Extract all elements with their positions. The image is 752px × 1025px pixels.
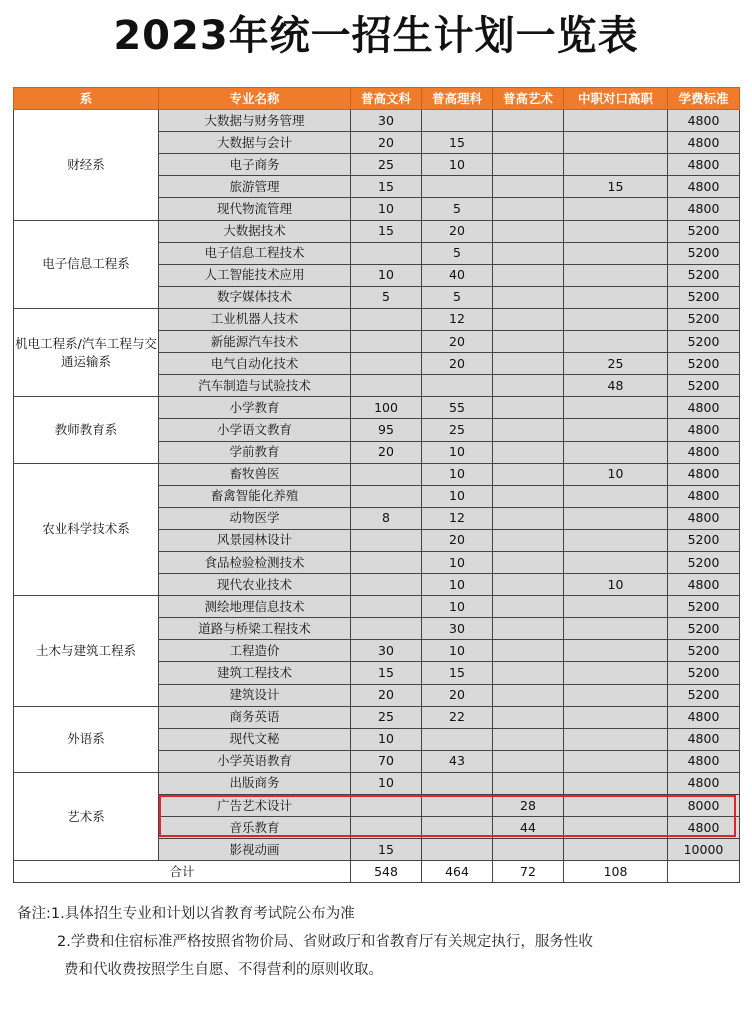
arts-cell: [493, 353, 564, 375]
liberal-arts-cell: 10: [351, 772, 422, 794]
tuition-cell: 4800: [668, 198, 740, 220]
enrollment-plan-table: [13, 87, 740, 883]
liberal-arts-cell: 25: [351, 706, 422, 728]
major-name-cell: 小学英语教育: [159, 750, 351, 772]
arts-cell: [493, 198, 564, 220]
science-cell: 10: [422, 154, 493, 176]
liberal-arts-cell: 100: [351, 397, 422, 419]
vocational-cell: [564, 684, 668, 706]
science-cell: 20: [422, 331, 493, 353]
science-cell: 10: [422, 551, 493, 573]
arts-cell: [493, 463, 564, 485]
vocational-cell: [564, 485, 668, 507]
arts-cell: [493, 772, 564, 794]
major-name-cell: 现代文秘: [159, 728, 351, 750]
vocational-cell: 48: [564, 375, 668, 397]
liberal-arts-cell: [351, 529, 422, 551]
total-value-cell: [668, 861, 740, 883]
liberal-arts-cell: 20: [351, 441, 422, 463]
science-cell: 10: [422, 596, 493, 618]
department-cell: 外语系: [14, 706, 159, 772]
header-liberal-arts: 普高文科: [351, 88, 422, 110]
science-cell: 20: [422, 353, 493, 375]
vocational-cell: [564, 839, 668, 861]
science-cell: 22: [422, 706, 493, 728]
header-arts: 普高艺术: [493, 88, 564, 110]
arts-cell: [493, 110, 564, 132]
science-cell: 55: [422, 397, 493, 419]
science-cell: [422, 839, 493, 861]
science-cell: 20: [422, 220, 493, 242]
arts-cell: 28: [493, 795, 564, 817]
page-title: 2023年统一招生计划一览表: [113, 13, 639, 59]
header-department: 系: [14, 88, 159, 110]
arts-cell: [493, 308, 564, 330]
liberal-arts-cell: 25: [351, 154, 422, 176]
science-cell: [422, 817, 493, 839]
tuition-cell: 5200: [668, 662, 740, 684]
header-vocational: 中职对口高职: [564, 88, 668, 110]
vocational-cell: [564, 397, 668, 419]
vocational-cell: [564, 772, 668, 794]
tuition-cell: 5200: [668, 529, 740, 551]
science-cell: 15: [422, 132, 493, 154]
liberal-arts-cell: 15: [351, 176, 422, 198]
vocational-cell: 15: [564, 176, 668, 198]
tuition-cell: 4800: [668, 397, 740, 419]
major-name-cell: 电子商务: [159, 154, 351, 176]
vocational-cell: [564, 817, 668, 839]
science-cell: 10: [422, 463, 493, 485]
arts-cell: [493, 706, 564, 728]
major-name-cell: 电子信息工程技术: [159, 242, 351, 264]
science-cell: 20: [422, 684, 493, 706]
science-cell: 25: [422, 419, 493, 441]
vocational-cell: [564, 198, 668, 220]
arts-cell: [493, 154, 564, 176]
total-value-cell: 464: [422, 861, 493, 883]
tuition-cell: 5200: [668, 353, 740, 375]
arts-cell: 44: [493, 817, 564, 839]
arts-cell: [493, 507, 564, 529]
science-cell: 43: [422, 750, 493, 772]
tuition-cell: 4800: [668, 750, 740, 772]
science-cell: [422, 375, 493, 397]
total-label: 合计: [14, 861, 351, 883]
science-cell: [422, 176, 493, 198]
tuition-cell: 4800: [668, 574, 740, 596]
tuition-cell: 5200: [668, 331, 740, 353]
arts-cell: [493, 574, 564, 596]
major-name-cell: 小学教育: [159, 397, 351, 419]
liberal-arts-cell: 20: [351, 132, 422, 154]
arts-cell: [493, 286, 564, 308]
science-cell: 15: [422, 662, 493, 684]
major-name-cell: 风景园林设计: [159, 529, 351, 551]
arts-cell: [493, 662, 564, 684]
science-cell: [422, 110, 493, 132]
arts-cell: [493, 750, 564, 772]
tuition-cell: 4800: [668, 441, 740, 463]
science-cell: 10: [422, 441, 493, 463]
science-cell: 12: [422, 308, 493, 330]
science-cell: 10: [422, 574, 493, 596]
tuition-cell: 4800: [668, 110, 740, 132]
major-name-cell: 新能源汽车技术: [159, 331, 351, 353]
vocational-cell: [564, 419, 668, 441]
vocational-cell: [564, 618, 668, 640]
arts-cell: [493, 485, 564, 507]
table-row: [14, 220, 740, 242]
arts-cell: [493, 220, 564, 242]
arts-cell: [493, 839, 564, 861]
notes-section: [17, 900, 737, 984]
arts-cell: [493, 529, 564, 551]
department-cell: 农业科学技术系: [14, 463, 159, 596]
department-cell: 电子信息工程系: [14, 220, 159, 308]
arts-cell: [493, 264, 564, 286]
total-value-cell: 548: [351, 861, 422, 883]
major-name-cell: 食品检验检测技术: [159, 551, 351, 573]
tuition-cell: 4800: [668, 419, 740, 441]
major-name-cell: 学前教育: [159, 441, 351, 463]
science-cell: 10: [422, 485, 493, 507]
total-value-cell: 72: [493, 861, 564, 883]
arts-cell: [493, 728, 564, 750]
liberal-arts-cell: [351, 463, 422, 485]
major-name-cell: 广告艺术设计: [159, 795, 351, 817]
major-name-cell: 数字媒体技术: [159, 286, 351, 308]
major-name-cell: 商务英语: [159, 706, 351, 728]
science-cell: 5: [422, 286, 493, 308]
liberal-arts-cell: 10: [351, 728, 422, 750]
liberal-arts-cell: 95: [351, 419, 422, 441]
vocational-cell: [564, 795, 668, 817]
vocational-cell: [564, 286, 668, 308]
science-cell: 30: [422, 618, 493, 640]
major-name-cell: 旅游管理: [159, 176, 351, 198]
vocational-cell: 10: [564, 463, 668, 485]
vocational-cell: [564, 728, 668, 750]
vocational-cell: [564, 242, 668, 264]
major-name-cell: 建筑工程技术: [159, 662, 351, 684]
table-row: [14, 110, 740, 132]
vocational-cell: [564, 154, 668, 176]
tuition-cell: 4800: [668, 817, 740, 839]
tuition-cell: 4800: [668, 485, 740, 507]
liberal-arts-cell: 5: [351, 286, 422, 308]
liberal-arts-cell: [351, 331, 422, 353]
liberal-arts-cell: [351, 485, 422, 507]
major-name-cell: 现代物流管理: [159, 198, 351, 220]
major-name-cell: 建筑设计: [159, 684, 351, 706]
liberal-arts-cell: [351, 375, 422, 397]
vocational-cell: [564, 441, 668, 463]
arts-cell: [493, 596, 564, 618]
arts-cell: [493, 242, 564, 264]
vocational-cell: 25: [564, 353, 668, 375]
liberal-arts-cell: 10: [351, 264, 422, 286]
science-cell: 5: [422, 198, 493, 220]
liberal-arts-cell: 15: [351, 220, 422, 242]
tuition-cell: 4800: [668, 772, 740, 794]
science-cell: [422, 795, 493, 817]
liberal-arts-cell: 20: [351, 684, 422, 706]
liberal-arts-cell: [351, 596, 422, 618]
tuition-cell: 5200: [668, 308, 740, 330]
liberal-arts-cell: 8: [351, 507, 422, 529]
vocational-cell: [564, 331, 668, 353]
tuition-cell: 5200: [668, 596, 740, 618]
science-cell: 20: [422, 529, 493, 551]
vocational-cell: [564, 529, 668, 551]
science-cell: 12: [422, 507, 493, 529]
table-header-row: [14, 88, 740, 110]
major-name-cell: 大数据技术: [159, 220, 351, 242]
liberal-arts-cell: 30: [351, 640, 422, 662]
arts-cell: [493, 176, 564, 198]
liberal-arts-cell: 10: [351, 198, 422, 220]
department-cell: 土木与建筑工程系: [14, 596, 159, 706]
vocational-cell: [564, 132, 668, 154]
vocational-cell: [564, 507, 668, 529]
total-row: [14, 861, 740, 883]
table-row: [14, 772, 740, 794]
major-name-cell: 动物医学: [159, 507, 351, 529]
liberal-arts-cell: 15: [351, 662, 422, 684]
tuition-cell: 5200: [668, 551, 740, 573]
department-cell: 财经系: [14, 110, 159, 220]
vocational-cell: [564, 551, 668, 573]
department-cell: 机电工程系/汽车工程与交通运输系: [14, 308, 159, 396]
arts-cell: [493, 375, 564, 397]
vocational-cell: [564, 220, 668, 242]
tuition-cell: 4800: [668, 132, 740, 154]
tuition-cell: 5200: [668, 618, 740, 640]
table-row: [14, 308, 740, 330]
vocational-cell: [564, 596, 668, 618]
major-name-cell: 工程造价: [159, 640, 351, 662]
science-cell: 10: [422, 640, 493, 662]
liberal-arts-cell: [351, 574, 422, 596]
total-value-cell: 108: [564, 861, 668, 883]
liberal-arts-cell: [351, 618, 422, 640]
tuition-cell: 5200: [668, 264, 740, 286]
major-name-cell: 人工智能技术应用: [159, 264, 351, 286]
tuition-cell: 10000: [668, 839, 740, 861]
header-tuition: 学费标准: [668, 88, 740, 110]
major-name-cell: 大数据与财务管理: [159, 110, 351, 132]
major-name-cell: 大数据与会计: [159, 132, 351, 154]
department-cell: 教师教育系: [14, 397, 159, 463]
table-row: [14, 397, 740, 419]
major-name-cell: 道路与桥梁工程技术: [159, 618, 351, 640]
vocational-cell: [564, 110, 668, 132]
arts-cell: [493, 132, 564, 154]
arts-cell: [493, 618, 564, 640]
major-name-cell: 音乐教育: [159, 817, 351, 839]
tuition-cell: 4800: [668, 463, 740, 485]
liberal-arts-cell: 15: [351, 839, 422, 861]
tuition-cell: 5200: [668, 640, 740, 662]
tuition-cell: 5200: [668, 220, 740, 242]
major-name-cell: 电气自动化技术: [159, 353, 351, 375]
liberal-arts-cell: [351, 551, 422, 573]
arts-cell: [493, 331, 564, 353]
vocational-cell: [564, 662, 668, 684]
tuition-cell: 4800: [668, 728, 740, 750]
major-name-cell: 畜牧兽医: [159, 463, 351, 485]
major-name-cell: 汽车制造与试验技术: [159, 375, 351, 397]
table-row: [14, 463, 740, 485]
arts-cell: [493, 441, 564, 463]
liberal-arts-cell: 30: [351, 110, 422, 132]
arts-cell: [493, 419, 564, 441]
liberal-arts-cell: [351, 795, 422, 817]
vocational-cell: [564, 308, 668, 330]
liberal-arts-cell: [351, 353, 422, 375]
major-name-cell: 工业机器人技术: [159, 308, 351, 330]
tuition-cell: 5200: [668, 242, 740, 264]
liberal-arts-cell: [351, 308, 422, 330]
tuition-cell: 4800: [668, 154, 740, 176]
tuition-cell: 5200: [668, 286, 740, 308]
vocational-cell: [564, 706, 668, 728]
note-line-2: 2.学费和住宿标准严格按照省物价局、省财政厅和省教育厅有关规定执行，服务性收: [57, 934, 593, 950]
arts-cell: [493, 640, 564, 662]
science-cell: [422, 772, 493, 794]
tuition-cell: 5200: [668, 684, 740, 706]
science-cell: 5: [422, 242, 493, 264]
major-name-cell: 测绘地理信息技术: [159, 596, 351, 618]
tuition-cell: 5200: [668, 375, 740, 397]
science-cell: 40: [422, 264, 493, 286]
note-line-1: 备注:1.具体招生专业和计划以省教育考试院公布为准: [17, 906, 355, 922]
arts-cell: [493, 684, 564, 706]
department-cell: 艺术系: [14, 772, 159, 860]
arts-cell: [493, 551, 564, 573]
table-row: [14, 706, 740, 728]
major-name-cell: 影视动画: [159, 839, 351, 861]
header-major: 专业名称: [159, 88, 351, 110]
science-cell: [422, 728, 493, 750]
liberal-arts-cell: [351, 817, 422, 839]
liberal-arts-cell: [351, 242, 422, 264]
tuition-cell: 4800: [668, 176, 740, 198]
vocational-cell: 10: [564, 574, 668, 596]
table-row: [14, 596, 740, 618]
major-name-cell: 出版商务: [159, 772, 351, 794]
tuition-cell: 8000: [668, 795, 740, 817]
note-line-3: 费和代收费按照学生自愿、不得营利的原则收取。: [64, 962, 383, 978]
major-name-cell: 现代农业技术: [159, 574, 351, 596]
tuition-cell: 4800: [668, 706, 740, 728]
liberal-arts-cell: 70: [351, 750, 422, 772]
vocational-cell: [564, 750, 668, 772]
major-name-cell: 畜禽智能化养殖: [159, 485, 351, 507]
vocational-cell: [564, 264, 668, 286]
major-name-cell: 小学语文教育: [159, 419, 351, 441]
vocational-cell: [564, 640, 668, 662]
header-science: 普高理科: [422, 88, 493, 110]
tuition-cell: 4800: [668, 507, 740, 529]
arts-cell: [493, 397, 564, 419]
